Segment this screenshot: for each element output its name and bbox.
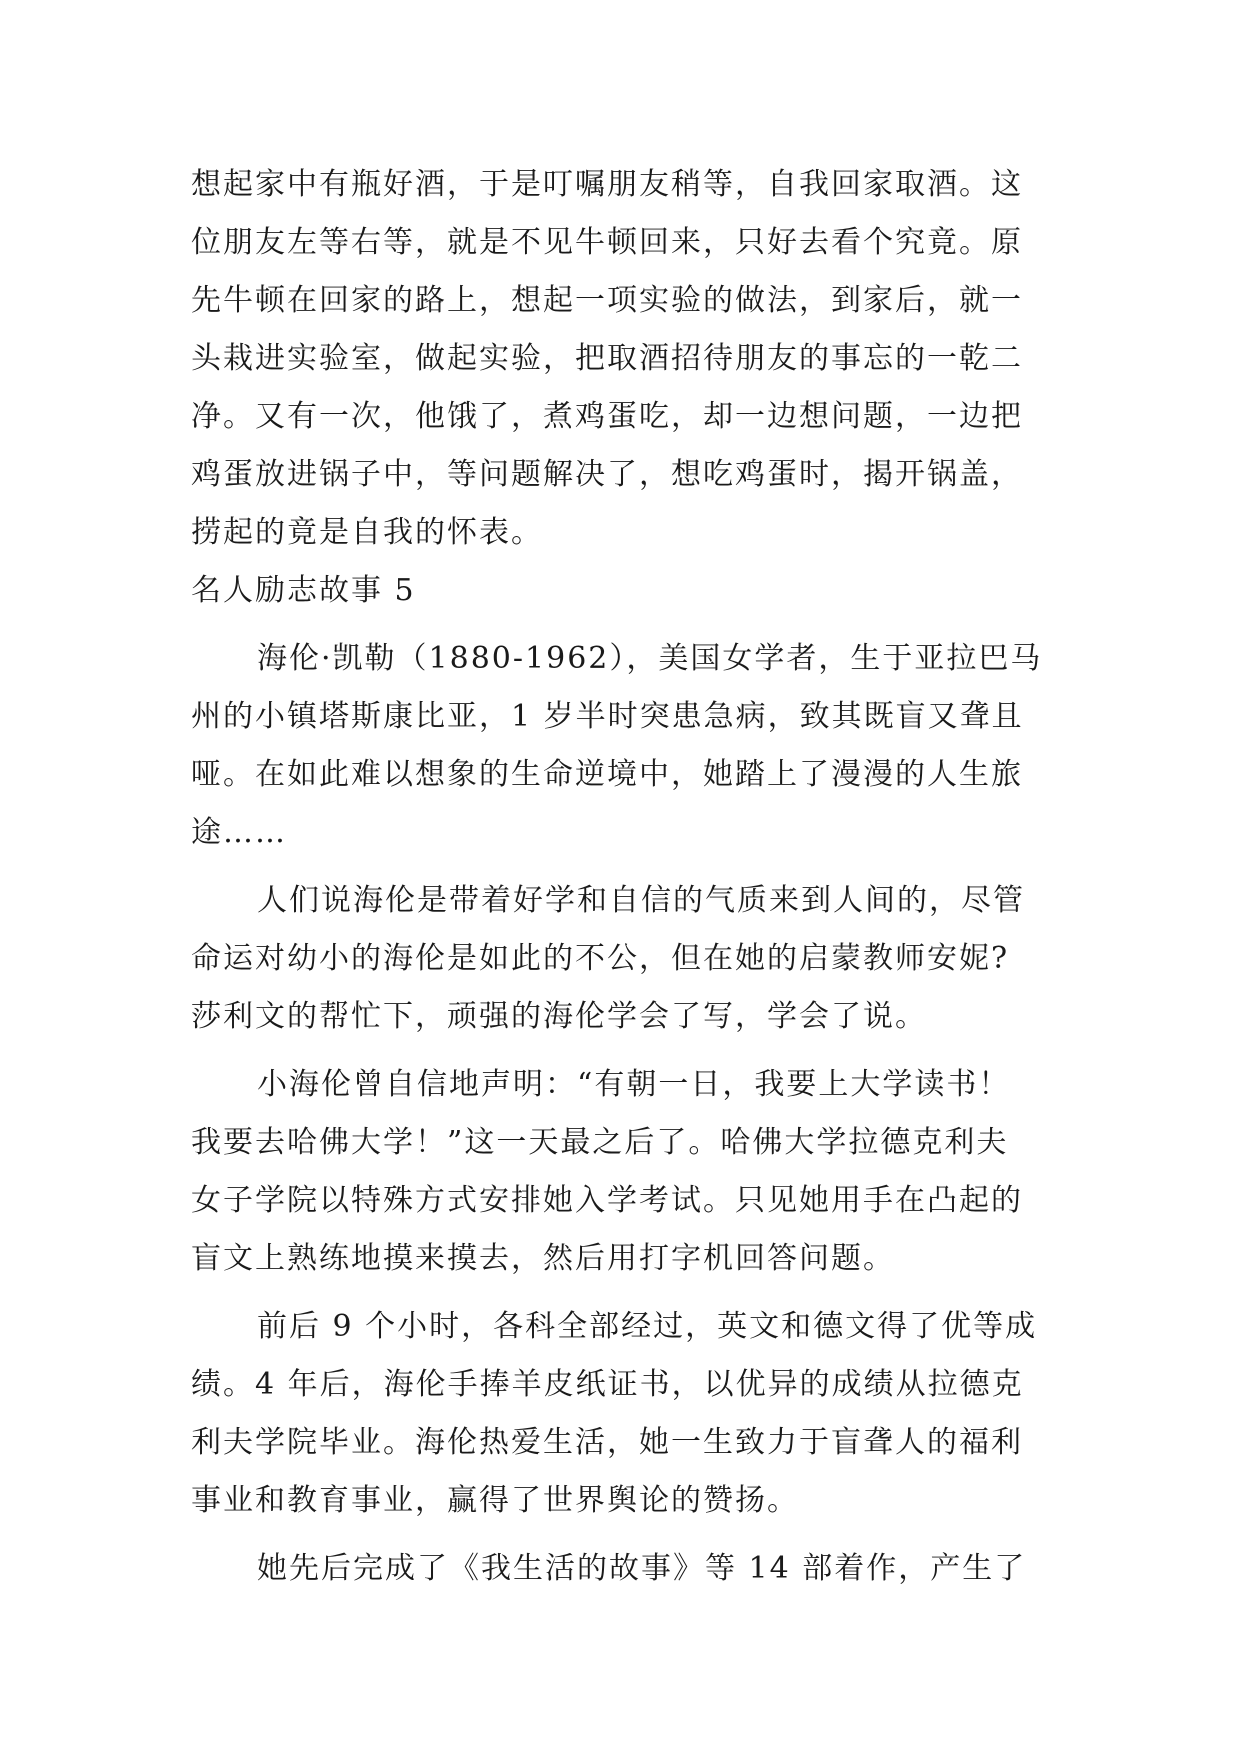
paragraph-line: 途……: [191, 815, 287, 850]
paragraph-line: 命运对幼小的海伦是如此的不公，但在她的启蒙教师安妮?: [191, 941, 1010, 976]
paragraph-line: 莎利文的帮忙下，顽强的海伦学会了写，学会了说。: [191, 999, 927, 1034]
body-line: 净。又有一次，他饿了，煮鸡蛋吃，却一边想问题，一边把: [191, 399, 1023, 434]
paragraph-line: 哑。在如此难以想象的生命逆境中，她踏上了漫漫的人生旅: [191, 757, 1023, 792]
document-body: [191, 156, 1051, 1598]
paragraph-line: 女子学院以特殊方式安排她入学考试。只见她用手在凸起的: [191, 1183, 1023, 1218]
body-line: 头栽进实验室，做起实验，把取酒招待朋友的事忘的一乾二: [191, 341, 1023, 376]
body-line: 位朋友左等右等，就是不见牛顿回来，只好去看个究竟。原: [191, 225, 1023, 260]
paragraph-line: 小海伦曾自信地声明：“有朝一日，我要上大学读书！: [257, 1067, 1011, 1102]
paragraph-line: 人们说海伦是带着好学和自信的气质来到人间的，尽管: [257, 883, 1025, 918]
body-line: 先牛顿在回家的路上，想起一项实验的做法，到家后，就一: [191, 283, 1023, 318]
section-heading: 名人励志故事 5: [191, 573, 416, 608]
paragraph-line: 我要去哈佛大学！”这一天最之后了。哈佛大学拉德克利夫: [191, 1125, 1009, 1160]
body-line: 鸡蛋放进锅子中，等问题解决了，想吃鸡蛋时，揭开锅盖，: [191, 457, 1023, 492]
paragraph-line: 前后 9 个小时，各科全部经过，英文和德文得了优等成: [257, 1309, 1038, 1344]
body-line: 捞起的竟是自我的怀表。: [191, 515, 543, 550]
paragraph-line: 事业和教育事业，赢得了世界舆论的赞扬。: [191, 1483, 799, 1518]
paragraph-line: 州的小镇塔斯康比亚，1 岁半时突患急病，致其既盲又聋且: [191, 699, 1024, 734]
paragraph-line: 绩。4 年后，海伦手捧羊皮纸证书，以优异的成绩从拉德克: [191, 1367, 1024, 1402]
paragraph-line: 她先后完成了《我生活的故事》等 14 部着作，产生了: [257, 1551, 1027, 1586]
paragraph-line: 海伦·凯勒（1880-1962），美国女学者，生于亚拉巴马: [257, 641, 1043, 676]
paragraph-line: 盲文上熟练地摸来摸去，然后用打字机回答问题。: [191, 1241, 895, 1276]
paragraph-line: 利夫学院毕业。海伦热爱生活，她一生致力于盲聋人的福利: [191, 1425, 1023, 1460]
body-line: 想起家中有瓶好酒，于是叮嘱朋友稍等，自我回家取酒。这: [191, 167, 1023, 202]
